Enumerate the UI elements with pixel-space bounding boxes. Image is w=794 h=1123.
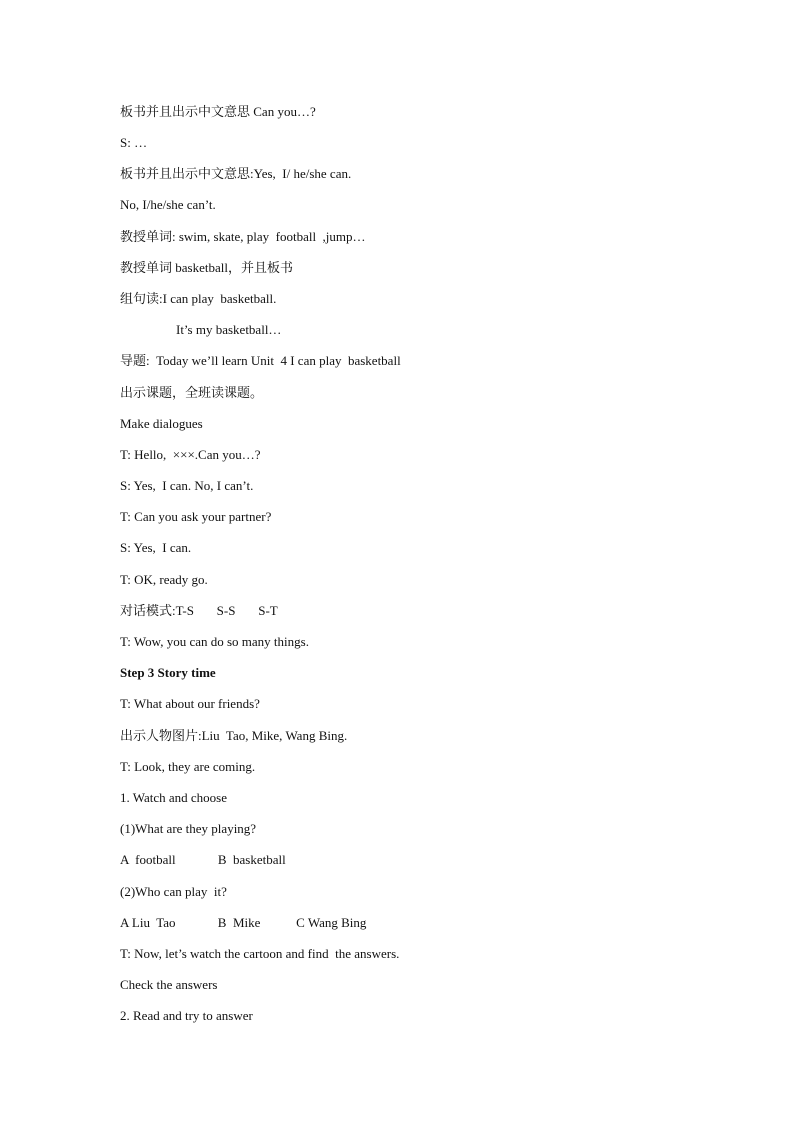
text-line-22: T: Look, they are coming. bbox=[120, 759, 256, 774]
text-line-25: A football B basketball bbox=[120, 852, 286, 867]
text-line-15: S: Yes, I can. bbox=[120, 540, 192, 555]
text-line-1: 板书并且出示中文意思 Can you…? bbox=[120, 104, 316, 119]
text-line-6: 教授单词 basketball，并且板书 bbox=[120, 260, 293, 275]
text-line-5: 教授单词: swim, skate, play football ,jump… bbox=[120, 229, 366, 244]
text-line-29: Check the answers bbox=[120, 977, 218, 992]
text-line-11: Make dialogues bbox=[120, 416, 203, 431]
text-line-14: T: Can you ask your partner? bbox=[120, 509, 272, 524]
text-line-24: (1)What are they playing? bbox=[120, 821, 257, 836]
text-line-26: (2)Who can play it? bbox=[120, 884, 227, 899]
text-line-28: T: Now, let’s watch the cartoon and find the answers. bbox=[120, 946, 400, 961]
text-line-9: 导题: Today we’ll learn Unit 4 I can play basketball bbox=[120, 353, 401, 368]
text-line-8: It’s my basketball… bbox=[176, 322, 282, 337]
text-line-13: S: Yes, I can. No, I can’t. bbox=[120, 478, 254, 493]
text-line-20: T: What about our friends? bbox=[120, 696, 260, 711]
text-line-23: 1. Watch and choose bbox=[120, 790, 228, 805]
text-line-3: 板书并且出示中文意思:Yes, I/ he/she can. bbox=[120, 166, 352, 181]
section-heading: Step 3 Story time bbox=[120, 665, 216, 680]
text-line-7: 组句读:I can play basketball. bbox=[120, 291, 277, 306]
text-line-21: 出示人物图片:Liu Tao, Mike, Wang Bing. bbox=[120, 728, 348, 743]
text-line-18: T: Wow, you can do so many things. bbox=[120, 634, 309, 649]
text-line-16: T: OK, ready go. bbox=[120, 572, 208, 587]
text-line-4: No, I/he/she can’t. bbox=[120, 197, 216, 212]
text-line-17: 对话模式:T-S S-S S-T bbox=[120, 603, 278, 618]
text-line-12: T: Hello, ×××.Can you…? bbox=[120, 447, 261, 462]
text-line-10: 出示课题，全班读课题。 bbox=[120, 385, 264, 400]
text-line-2: S: … bbox=[120, 135, 148, 150]
text-line-27: A Liu Tao B Mike C Wang Bing bbox=[120, 915, 367, 930]
text-line-30: 2. Read and try to answer bbox=[120, 1008, 253, 1023]
